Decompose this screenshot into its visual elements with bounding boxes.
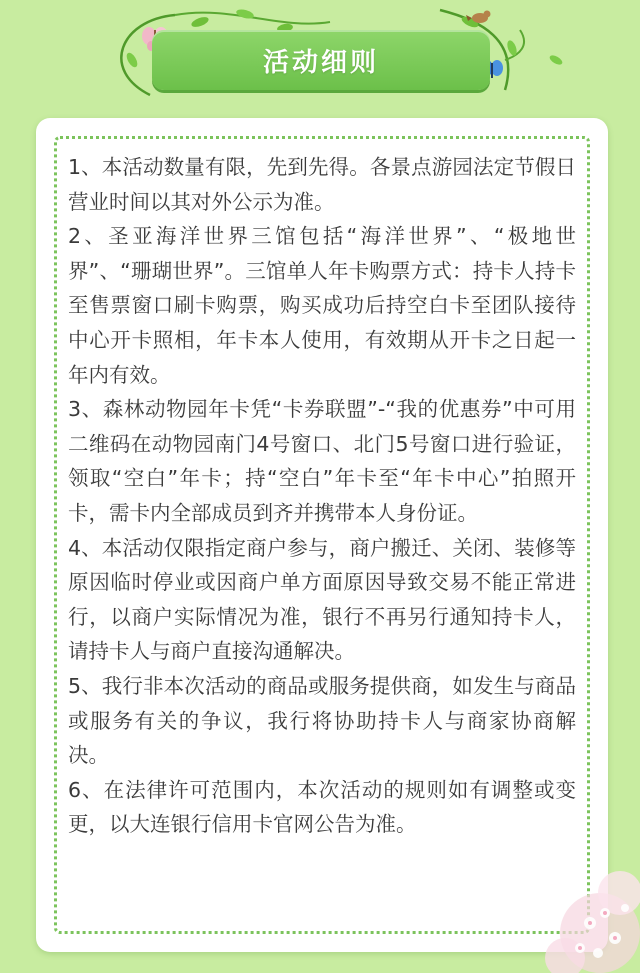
title-banner — [152, 30, 490, 90]
rule-item-1: 1、本活动数量有限，先到先得。各景点游园法定节假日营业时间以其对外公示为准。 — [68, 155, 576, 214]
leaf-icon — [548, 53, 564, 66]
rule-item-5: 5、我行非本次活动的商品或服务提供商，如发生与商品或服务有关的争议，我行将协助持卡人与商家协商解决。 — [68, 673, 576, 768]
rule-item-4: 4、本活动仅限指定商户参与，商户搬迁、关闭、装修等原因临时停业或因商户单方面原因导致交易不能正常进行，以商户实际情况为准，银行不再另行通知持卡人，请持卡人与商户直接沟通解决。 — [68, 535, 576, 664]
flower-cluster-icon — [470, 813, 640, 973]
rule-item-2: 2、圣亚海洋世界三馆包括“海洋世界”、“极地世界”、“珊瑚世界”。三馆单人年卡购票方式：持卡人持卡至售票窗口刷卡购票，购买成功后持空白卡至团队接待中心开卡照相，年卡本人使用，有效期从开卡之日起一年内有效。 — [68, 224, 576, 387]
rules-list — [68, 150, 576, 842]
page-title: 活动细则 — [262, 47, 379, 78]
rule-item-3: 3、森林动物园年卡凭“卡券联盟”-“我的优惠券”中可用二维码在动物园南门4号窗口、北门5号窗口进行验证，领取“空白”年卡；持“空白”年卡至“年卡中心”拍照开卡，需卡内全部成员到齐并携带本人身份证。 — [68, 397, 576, 525]
rule-item-6: 6、在法律许可范围内，本次活动的规则如有调整或变更，以大连银行信用卡官网公告为准。 — [68, 777, 576, 837]
